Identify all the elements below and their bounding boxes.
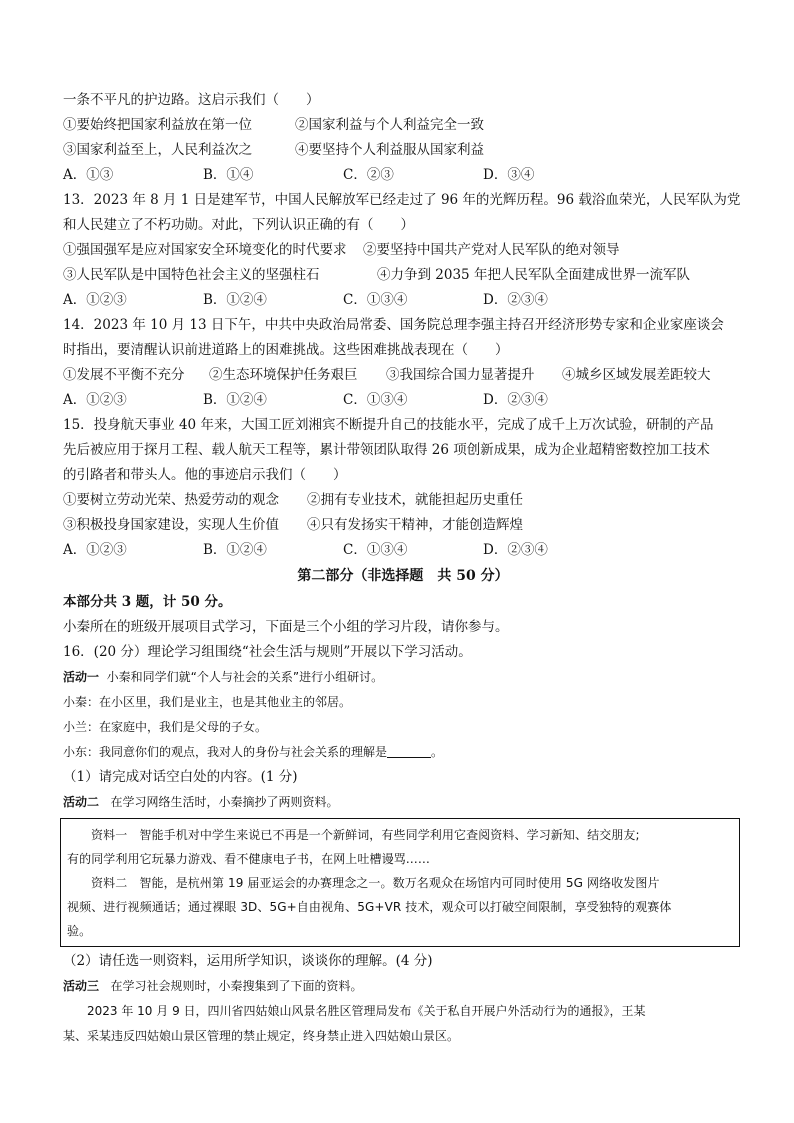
q13-stem-line-2: 和人民建立了不朽功勋。对此，下列认识正确的有（ ） xyxy=(63,217,414,233)
q13-options xyxy=(63,288,743,313)
q15-options xyxy=(63,538,743,563)
q15-statements-row-1 xyxy=(63,488,743,513)
activity-2-text: 在学习网络生活时，小秦摘抄了两则资料。 xyxy=(110,795,339,809)
material-1-line-2: 有的同学利用它玩暴力游戏、看不健康电子书，在网上吐槽谩骂…… xyxy=(67,852,431,866)
q15-option-c[interactable]: C．①③④ xyxy=(343,542,408,558)
q12-option-b[interactable]: B．①④ xyxy=(203,167,254,183)
materials-box xyxy=(60,818,740,947)
q15-stem-line-1: 15．投身航天事业 40 年来，大国工匠刘湘宾不断提升自己的技能水平，完成了成千上万次试验，研制的产品 xyxy=(63,417,714,433)
dialogue-xiaodong xyxy=(63,740,743,765)
q16-stem: 16．(20 分）理论学习组围绕“社会生活与规则”开展以下学习活动。 xyxy=(63,644,472,660)
activity-2-label: 活动二 xyxy=(63,795,100,809)
q13-statements-row-1 xyxy=(63,238,743,263)
part2-summary: 本部分共 3 题，计 50 分。 xyxy=(63,594,232,610)
q12-statement-1: ①要始终把国家利益放在第一位 xyxy=(63,117,252,133)
q13-option-c[interactable]: C．①③④ xyxy=(343,292,408,308)
q15-option-d[interactable]: D．②③④ xyxy=(483,542,548,558)
q12-statements-row-2 xyxy=(63,138,743,163)
q14-stem-line-1: 14．2023 年 10 月 13 日下午，中共中央政治局常委、国务院总理李强主持召开经济形势专家和企业家座谈会 xyxy=(63,317,724,333)
material-1-line-1: 资料一 智能手机对中学生来说已不再是一个新鲜词，有些同学利用它查阅资料、学习新知、结交朋友; xyxy=(91,828,640,842)
exam-page xyxy=(63,88,743,1049)
q15-stem-line-3: 的引路者和带头人。他的事迹启示我们（ ） xyxy=(63,467,347,483)
q12-statements-row-1 xyxy=(63,113,743,138)
q14-statement-2: ②生态环境保护任务艰巨 xyxy=(209,367,358,383)
q14-option-a[interactable]: A．①②③ xyxy=(63,392,127,408)
material-2-line-1: 资料二 智能，是杭州第 19 届亚运会的办赛理念之一。数万名观众在场馆内可同时使用 5G 网络收发图片 xyxy=(91,876,660,890)
q14-statement-3: ③我国综合国力显著提升 xyxy=(386,367,535,383)
q15-statement-4: ④只有发扬实干精神，才能创造辉煌 xyxy=(307,517,523,533)
q12-statement-3: ③国家利益至上，人民利益次之 xyxy=(63,142,252,158)
q15-option-b[interactable]: B．①②④ xyxy=(203,542,267,558)
q15-stem-line-2: 先后被应用于探月工程、载人航天工程等，累计带领团队取得 26 项创新成果，成为企业超精密数控加工技术 xyxy=(63,442,710,458)
activity-3-passage-line-1: 2023 年 10 月 9 日，四川省四姑娘山风景名胜区管理局发布《关于私自开展户外活动行为的通报》，王某 xyxy=(87,1004,646,1018)
activity-3-label: 活动三 xyxy=(63,979,100,993)
q14-statements-row xyxy=(63,363,743,388)
dialogue-xiaodong-end: 。 xyxy=(431,745,444,759)
activity-3-passage-line-2: 某、采某违反四姑娘山景区管理的禁止规定，终身禁止进入四姑娘山景区。 xyxy=(63,1029,460,1043)
q14-option-d[interactable]: D．②③④ xyxy=(483,392,548,408)
q14-options xyxy=(63,388,743,413)
q16-subquestion-2: （2）请任选一则资料，运用所学知识，谈谈你的理解。(4 分) xyxy=(63,953,433,969)
activity-2 xyxy=(63,790,743,815)
q12-option-a[interactable]: A．①③ xyxy=(63,167,114,183)
q12-stem-line: 一条不平凡的护边路。这启示我们（ ） xyxy=(63,92,320,108)
q14-option-b[interactable]: B．①②④ xyxy=(203,392,267,408)
q13-option-d[interactable]: D．②③④ xyxy=(483,292,548,308)
q13-statement-3: ③人民军队是中国特色社会主义的坚强柱石 xyxy=(63,267,320,283)
q13-option-b[interactable]: B．①②④ xyxy=(203,292,267,308)
activity-3 xyxy=(63,974,743,999)
q14-statement-4: ④城乡区域发展差距较大 xyxy=(562,367,711,383)
q14-option-c[interactable]: C．①③④ xyxy=(343,392,408,408)
material-2-line-2: 视频、进行视频通话；通过裸眼 3D、5G+自由视角、5G+VR 技术，观众可以打破空间限制，享受独特的观赛体 xyxy=(67,900,672,914)
q15-statement-3: ③积极投身国家建设，实现人生价值 xyxy=(63,517,279,533)
dialogue-xiaolan: 小兰：在家庭中，我们是父母的子女。 xyxy=(63,720,268,734)
q13-statement-1: ①强国强军是应对国家安全环境变化的时代要求 xyxy=(63,242,347,258)
q12-options xyxy=(63,163,743,188)
q15-option-a[interactable]: A．①②③ xyxy=(63,542,127,558)
answer-blank[interactable] xyxy=(387,743,431,758)
q15-statement-1: ①要树立劳动光荣、热爱劳动的观念 xyxy=(63,492,279,508)
q13-option-a[interactable]: A．①②③ xyxy=(63,292,127,308)
activity-3-text: 在学习社会规则时，小秦搜集到了下面的资料。 xyxy=(110,979,363,993)
q16-subquestion-1: （1）请完成对话空白处的内容。(1 分) xyxy=(63,769,298,785)
q14-statement-1: ①发展不平衡不充分 xyxy=(63,367,185,383)
part2-intro: 小秦所在的班级开展项目式学习，下面是三个小组的学习片段，请你参与。 xyxy=(63,619,509,635)
activity-1-label: 活动一 xyxy=(63,670,100,684)
q13-stem-line-1: 13．2023 年 8 月 1 日是建军节，中国人民解放军已经走过了 96 年的光辉历程。96 载浴血荣光，人民军队为党 xyxy=(63,192,741,208)
q12-option-c[interactable]: C．②③ xyxy=(343,167,394,183)
part2-title: 第二部分（非选择题 共 50 分） xyxy=(297,568,509,584)
q15-statements-row-2 xyxy=(63,513,743,538)
q13-statement-2: ②要坚持中国共产党对人民军队的绝对领导 xyxy=(363,242,620,258)
material-2-line-3: 验。 xyxy=(67,924,92,938)
q15-statement-2: ②拥有专业技术，就能担起历史重任 xyxy=(307,492,523,508)
activity-1 xyxy=(63,665,743,690)
dialogue-xiaodong-text: 小东：我同意你们的观点，我对人的身份与社会关系的理解是 xyxy=(63,745,388,759)
q13-statements-row-2 xyxy=(63,263,743,288)
activity-1-text: 小秦和同学们就“个人与社会的关系”进行小组研讨。 xyxy=(106,670,384,684)
q12-statement-4: ④要坚持个人利益服从国家利益 xyxy=(295,142,484,158)
q13-statement-4: ④力争到 2035 年把人民军队全面建成世界一流军队 xyxy=(377,267,690,283)
q12-statement-2: ②国家利益与个人利益完全一致 xyxy=(295,117,484,133)
q12-option-d[interactable]: D．③④ xyxy=(483,167,535,183)
q14-stem-line-2: 时指出，要清醒认识前进道路上的困难挑战。这些困难挑战表现在（ ） xyxy=(63,342,509,358)
dialogue-xiaoqin: 小秦：在小区里，我们是业主，也是其他业主的邻居。 xyxy=(63,695,352,709)
